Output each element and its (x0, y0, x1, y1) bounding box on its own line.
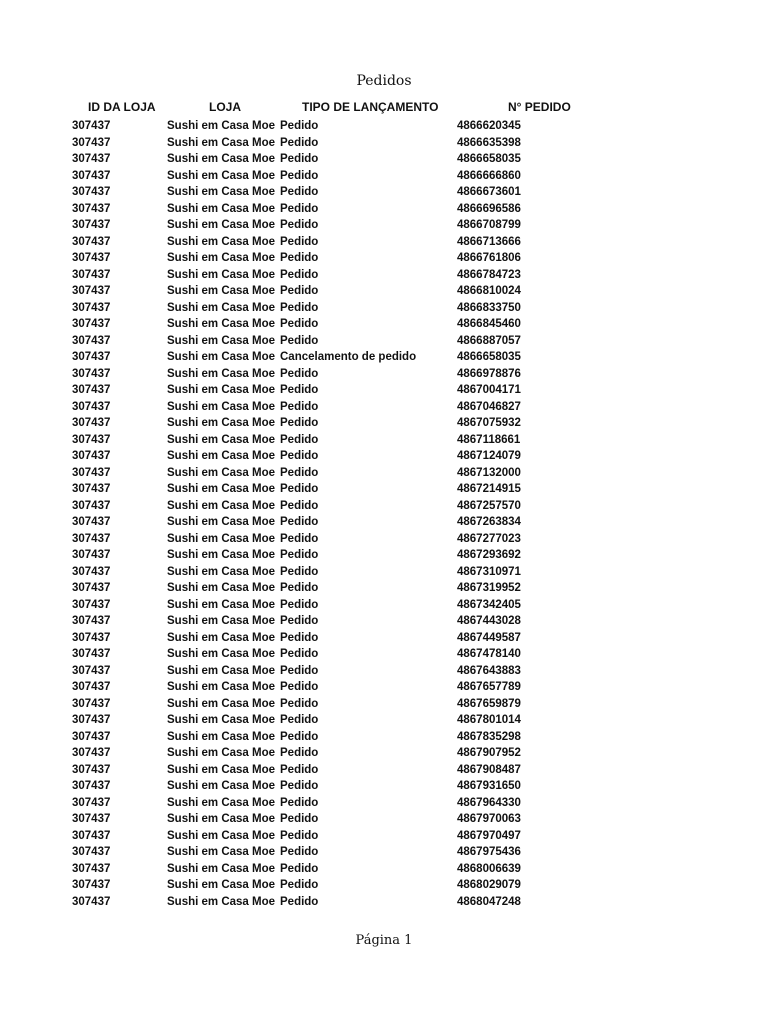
cell-tipo-lancamento: Pedido (280, 516, 319, 528)
table-row (0, 382, 768, 399)
cell-id-loja: 307437 (72, 582, 111, 594)
cell-tipo-lancamento: Pedido (280, 862, 319, 875)
cell-tipo-lancamento: Pedido (280, 219, 319, 231)
cell-numero-pedido: 4868006639 (457, 862, 521, 875)
cell-numero-pedido: 4867046827 (457, 400, 521, 413)
cell-numero-pedido: 4866713666 (457, 235, 521, 248)
cell-numero-pedido: 4866784723 (457, 268, 521, 281)
cell-id-loja: 307437 (72, 631, 111, 644)
cell-id-loja: 307437 (72, 846, 111, 858)
table-row (0, 811, 768, 828)
cell-tipo-lancamento: Pedido (280, 499, 319, 512)
cell-numero-pedido: 4866696586 (457, 202, 521, 215)
cell-tipo-lancamento: Pedido (280, 697, 319, 710)
header-loja: LOJA (209, 100, 242, 114)
cell-id-loja: 307437 (72, 367, 111, 380)
cell-numero-pedido: 4867293692 (457, 549, 521, 561)
cell-numero-pedido: 4867975436 (457, 846, 521, 858)
cell-numero-pedido: 4867319952 (457, 582, 521, 594)
cell-tipo-lancamento: Pedido (280, 169, 319, 182)
cell-tipo-lancamento: Pedido (280, 417, 319, 429)
cell-tipo-lancamento: Pedido (280, 252, 319, 264)
cell-id-loja: 307437 (72, 697, 111, 710)
header-numero-pedido: N° PEDIDO (508, 100, 571, 114)
cell-tipo-lancamento: Pedido (280, 400, 319, 413)
table-row (0, 399, 768, 416)
table-row (0, 745, 768, 762)
table-row (0, 333, 768, 350)
cell-id-loja: 307437 (72, 285, 111, 297)
cell-numero-pedido: 4867835298 (457, 730, 521, 743)
cell-loja: Sushi em Casa Moe (167, 334, 276, 347)
table-row (0, 729, 768, 746)
cell-numero-pedido: 4867257570 (457, 499, 521, 512)
table-row (0, 201, 768, 218)
cell-id-loja: 307437 (72, 219, 111, 231)
cell-loja: Sushi em Casa Moe (167, 367, 276, 380)
cell-id-loja: 307437 (72, 235, 111, 248)
cell-loja: Sushi em Casa Moe (167, 235, 276, 248)
cell-loja: Sushi em Casa Moe (167, 681, 276, 693)
cell-loja: Sushi em Casa Moe (167, 136, 276, 149)
cell-loja: Sushi em Casa Moe (167, 598, 276, 611)
cell-tipo-lancamento: Pedido (280, 367, 319, 380)
table-row (0, 712, 768, 729)
cell-numero-pedido: 4867263834 (457, 516, 521, 528)
header-tipo-lancamento: TIPO DE LANÇAMENTO (302, 100, 439, 114)
table-row (0, 432, 768, 449)
cell-id-loja: 307437 (72, 829, 111, 842)
cell-tipo-lancamento: Pedido (280, 318, 319, 330)
cell-tipo-lancamento: Pedido (280, 384, 319, 396)
cell-tipo-lancamento: Pedido (280, 829, 319, 842)
table-row (0, 894, 768, 911)
cell-id-loja: 307437 (72, 252, 111, 264)
cell-id-loja: 307437 (72, 648, 111, 660)
cell-id-loja: 307437 (72, 202, 111, 215)
cell-id-loja: 307437 (72, 615, 111, 627)
cell-loja: Sushi em Casa Moe (167, 664, 276, 677)
cell-tipo-lancamento: Pedido (280, 268, 319, 281)
table-row (0, 234, 768, 251)
cell-loja: Sushi em Casa Moe (167, 780, 276, 792)
table-row (0, 316, 768, 333)
table-row (0, 267, 768, 284)
cell-id-loja: 307437 (72, 714, 111, 726)
cell-numero-pedido: 4867801014 (457, 714, 521, 726)
cell-tipo-lancamento: Pedido (280, 664, 319, 677)
cell-tipo-lancamento: Pedido (280, 235, 319, 248)
cell-tipo-lancamento: Pedido (280, 582, 319, 594)
cell-loja: Sushi em Casa Moe (167, 747, 276, 759)
table-row (0, 762, 768, 779)
cell-tipo-lancamento: Pedido (280, 334, 319, 347)
cell-loja: Sushi em Casa Moe (167, 483, 276, 495)
cell-numero-pedido: 4867132000 (457, 466, 521, 479)
cell-tipo-lancamento: Pedido (280, 532, 319, 545)
cell-tipo-lancamento: Pedido (280, 714, 319, 726)
cell-tipo-lancamento: Pedido (280, 813, 319, 825)
cell-numero-pedido: 4866833750 (457, 301, 521, 314)
table-row (0, 465, 768, 482)
cell-loja: Sushi em Casa Moe (167, 285, 276, 297)
cell-numero-pedido: 4867124079 (457, 450, 521, 462)
cell-id-loja: 307437 (72, 466, 111, 479)
cell-loja: Sushi em Casa Moe (167, 796, 276, 809)
cell-numero-pedido: 4867907952 (457, 747, 521, 759)
cell-numero-pedido: 4866708799 (457, 219, 521, 231)
cell-loja: Sushi em Casa Moe (167, 351, 276, 363)
table-row (0, 663, 768, 680)
cell-numero-pedido: 4867478140 (457, 648, 521, 660)
cell-numero-pedido: 4867214915 (457, 483, 521, 495)
cell-tipo-lancamento: Pedido (280, 879, 319, 891)
cell-id-loja: 307437 (72, 450, 111, 462)
cell-tipo-lancamento: Pedido (280, 549, 319, 561)
table-row (0, 283, 768, 300)
cell-id-loja: 307437 (72, 186, 111, 198)
cell-loja: Sushi em Casa Moe (167, 499, 276, 512)
cell-loja: Sushi em Casa Moe (167, 829, 276, 842)
table-row (0, 795, 768, 812)
cell-tipo-lancamento: Pedido (280, 895, 319, 908)
table-row (0, 696, 768, 713)
table-row (0, 679, 768, 696)
cell-tipo-lancamento: Pedido (280, 301, 319, 314)
cell-numero-pedido: 4867970063 (457, 813, 521, 825)
table-body (0, 118, 768, 910)
cell-tipo-lancamento: Pedido (280, 483, 319, 495)
table-row (0, 630, 768, 647)
cell-loja: Sushi em Casa Moe (167, 268, 276, 281)
cell-tipo-lancamento: Pedido (280, 433, 319, 446)
cell-numero-pedido: 4868047248 (457, 895, 521, 908)
cell-loja: Sushi em Casa Moe (167, 400, 276, 413)
cell-tipo-lancamento: Pedido (280, 285, 319, 297)
table-row (0, 646, 768, 663)
table-row (0, 366, 768, 383)
cell-id-loja: 307437 (72, 879, 111, 891)
cell-tipo-lancamento: Pedido (280, 598, 319, 611)
cell-loja: Sushi em Casa Moe (167, 120, 276, 132)
cell-id-loja: 307437 (72, 895, 111, 908)
cell-id-loja: 307437 (72, 351, 111, 363)
cell-tipo-lancamento: Pedido (280, 681, 319, 693)
table-row (0, 778, 768, 795)
cell-id-loja: 307437 (72, 763, 111, 776)
cell-id-loja: 307437 (72, 516, 111, 528)
cell-numero-pedido: 4867118661 (457, 433, 521, 446)
cell-tipo-lancamento: Pedido (280, 648, 319, 660)
cell-numero-pedido: 4867342405 (457, 598, 521, 611)
cell-tipo-lancamento: Pedido (280, 747, 319, 759)
cell-loja: Sushi em Casa Moe (167, 879, 276, 891)
cell-tipo-lancamento: Pedido (280, 730, 319, 743)
cell-loja: Sushi em Casa Moe (167, 565, 276, 578)
cell-loja: Sushi em Casa Moe (167, 813, 276, 825)
cell-numero-pedido: 4867310971 (457, 565, 521, 578)
cell-id-loja: 307437 (72, 796, 111, 809)
table-row (0, 448, 768, 465)
cell-id-loja: 307437 (72, 318, 111, 330)
table-row (0, 168, 768, 185)
cell-numero-pedido: 4867449587 (457, 631, 521, 644)
cell-tipo-lancamento: Pedido (280, 466, 319, 479)
cell-numero-pedido: 4866887057 (457, 334, 521, 347)
table-row (0, 135, 768, 152)
cell-id-loja: 307437 (72, 483, 111, 495)
cell-numero-pedido: 4866810024 (457, 285, 521, 297)
table-row (0, 514, 768, 531)
cell-loja: Sushi em Casa Moe (167, 763, 276, 776)
cell-numero-pedido: 4866761806 (457, 252, 521, 264)
cell-loja: Sushi em Casa Moe (167, 169, 276, 182)
table-row (0, 217, 768, 234)
cell-tipo-lancamento: Pedido (280, 796, 319, 809)
cell-tipo-lancamento: Pedido (280, 846, 319, 858)
cell-numero-pedido: 4867443028 (457, 615, 521, 627)
cell-id-loja: 307437 (72, 780, 111, 792)
cell-tipo-lancamento: Pedido (280, 202, 319, 215)
cell-loja: Sushi em Casa Moe (167, 648, 276, 660)
table-row (0, 481, 768, 498)
cell-id-loja: 307437 (72, 268, 111, 281)
table-row (0, 349, 768, 366)
table-row (0, 531, 768, 548)
cell-numero-pedido: 4866845460 (457, 318, 521, 330)
table-row (0, 580, 768, 597)
cell-loja: Sushi em Casa Moe (167, 615, 276, 627)
cell-loja: Sushi em Casa Moe (167, 450, 276, 462)
cell-numero-pedido: 4866620345 (457, 120, 521, 132)
cell-id-loja: 307437 (72, 384, 111, 396)
cell-numero-pedido: 4866635398 (457, 136, 521, 149)
table-row (0, 861, 768, 878)
cell-loja: Sushi em Casa Moe (167, 202, 276, 215)
cell-id-loja: 307437 (72, 433, 111, 446)
cell-tipo-lancamento: Pedido (280, 631, 319, 644)
table-row (0, 597, 768, 614)
cell-id-loja: 307437 (72, 730, 111, 743)
table-header (0, 98, 768, 116)
cell-numero-pedido: 4866673601 (457, 186, 521, 198)
table-row (0, 118, 768, 135)
cell-loja: Sushi em Casa Moe (167, 862, 276, 875)
cell-numero-pedido: 4867931650 (457, 780, 521, 792)
cell-numero-pedido: 4867277023 (457, 532, 521, 545)
cell-numero-pedido: 4867659879 (457, 697, 521, 710)
cell-tipo-lancamento: Pedido (280, 136, 319, 149)
cell-loja: Sushi em Casa Moe (167, 730, 276, 743)
cell-numero-pedido: 4866658035 (457, 351, 521, 363)
table-row (0, 877, 768, 894)
cell-tipo-lancamento: Pedido (280, 780, 319, 792)
cell-loja: Sushi em Casa Moe (167, 219, 276, 231)
cell-loja: Sushi em Casa Moe (167, 516, 276, 528)
cell-loja: Sushi em Casa Moe (167, 846, 276, 858)
cell-numero-pedido: 4868029079 (457, 879, 521, 891)
cell-id-loja: 307437 (72, 400, 111, 413)
cell-loja: Sushi em Casa Moe (167, 714, 276, 726)
cell-numero-pedido: 4867964330 (457, 796, 521, 809)
table-row (0, 828, 768, 845)
cell-loja: Sushi em Casa Moe (167, 252, 276, 264)
cell-numero-pedido: 4867970497 (457, 829, 521, 842)
cell-id-loja: 307437 (72, 499, 111, 512)
table-row (0, 300, 768, 317)
cell-loja: Sushi em Casa Moe (167, 466, 276, 479)
cell-tipo-lancamento: Pedido (280, 186, 319, 198)
page-title: Pedidos (356, 73, 412, 89)
cell-loja: Sushi em Casa Moe (167, 153, 276, 165)
table-row (0, 498, 768, 515)
cell-numero-pedido: 4866658035 (457, 153, 521, 165)
cell-tipo-lancamento: Pedido (280, 615, 319, 627)
cell-tipo-lancamento: Pedido (280, 565, 319, 578)
cell-loja: Sushi em Casa Moe (167, 384, 276, 396)
cell-id-loja: 307437 (72, 813, 111, 825)
cell-tipo-lancamento: Pedido (280, 763, 319, 776)
cell-id-loja: 307437 (72, 747, 111, 759)
cell-id-loja: 307437 (72, 334, 111, 347)
table-row (0, 250, 768, 267)
cell-loja: Sushi em Casa Moe (167, 301, 276, 314)
cell-loja: Sushi em Casa Moe (167, 417, 276, 429)
cell-loja: Sushi em Casa Moe (167, 549, 276, 561)
cell-id-loja: 307437 (72, 565, 111, 578)
cell-id-loja: 307437 (72, 169, 111, 182)
cell-loja: Sushi em Casa Moe (167, 433, 276, 446)
cell-numero-pedido: 4866978876 (457, 367, 521, 380)
cell-tipo-lancamento: Cancelamento de pedido (280, 351, 417, 363)
table-row (0, 151, 768, 168)
cell-id-loja: 307437 (72, 549, 111, 561)
cell-id-loja: 307437 (72, 153, 111, 165)
cell-loja: Sushi em Casa Moe (167, 186, 276, 198)
cell-loja: Sushi em Casa Moe (167, 895, 276, 908)
table-row (0, 564, 768, 581)
cell-loja: Sushi em Casa Moe (167, 582, 276, 594)
cell-tipo-lancamento: Pedido (280, 450, 319, 462)
cell-id-loja: 307437 (72, 301, 111, 314)
cell-id-loja: 307437 (72, 681, 111, 693)
table-row (0, 184, 768, 201)
cell-id-loja: 307437 (72, 417, 111, 429)
cell-loja: Sushi em Casa Moe (167, 532, 276, 545)
cell-id-loja: 307437 (72, 120, 111, 132)
page-number: Página 1 (355, 933, 413, 948)
cell-tipo-lancamento: Pedido (280, 120, 319, 132)
cell-id-loja: 307437 (72, 598, 111, 611)
cell-id-loja: 307437 (72, 664, 111, 677)
cell-id-loja: 307437 (72, 862, 111, 875)
table-row (0, 844, 768, 861)
cell-numero-pedido: 4866666860 (457, 169, 521, 182)
cell-numero-pedido: 4867075932 (457, 417, 521, 429)
header-id-loja: ID DA LOJA (88, 100, 156, 114)
cell-loja: Sushi em Casa Moe (167, 631, 276, 644)
cell-loja: Sushi em Casa Moe (167, 318, 276, 330)
table-row (0, 415, 768, 432)
cell-numero-pedido: 4867657789 (457, 681, 521, 693)
table-row (0, 547, 768, 564)
cell-loja: Sushi em Casa Moe (167, 697, 276, 710)
table-row (0, 613, 768, 630)
cell-numero-pedido: 4867004171 (457, 384, 521, 396)
cell-id-loja: 307437 (72, 136, 111, 149)
cell-numero-pedido: 4867643883 (457, 664, 521, 677)
cell-id-loja: 307437 (72, 532, 111, 545)
cell-numero-pedido: 4867908487 (457, 763, 521, 776)
cell-tipo-lancamento: Pedido (280, 153, 319, 165)
